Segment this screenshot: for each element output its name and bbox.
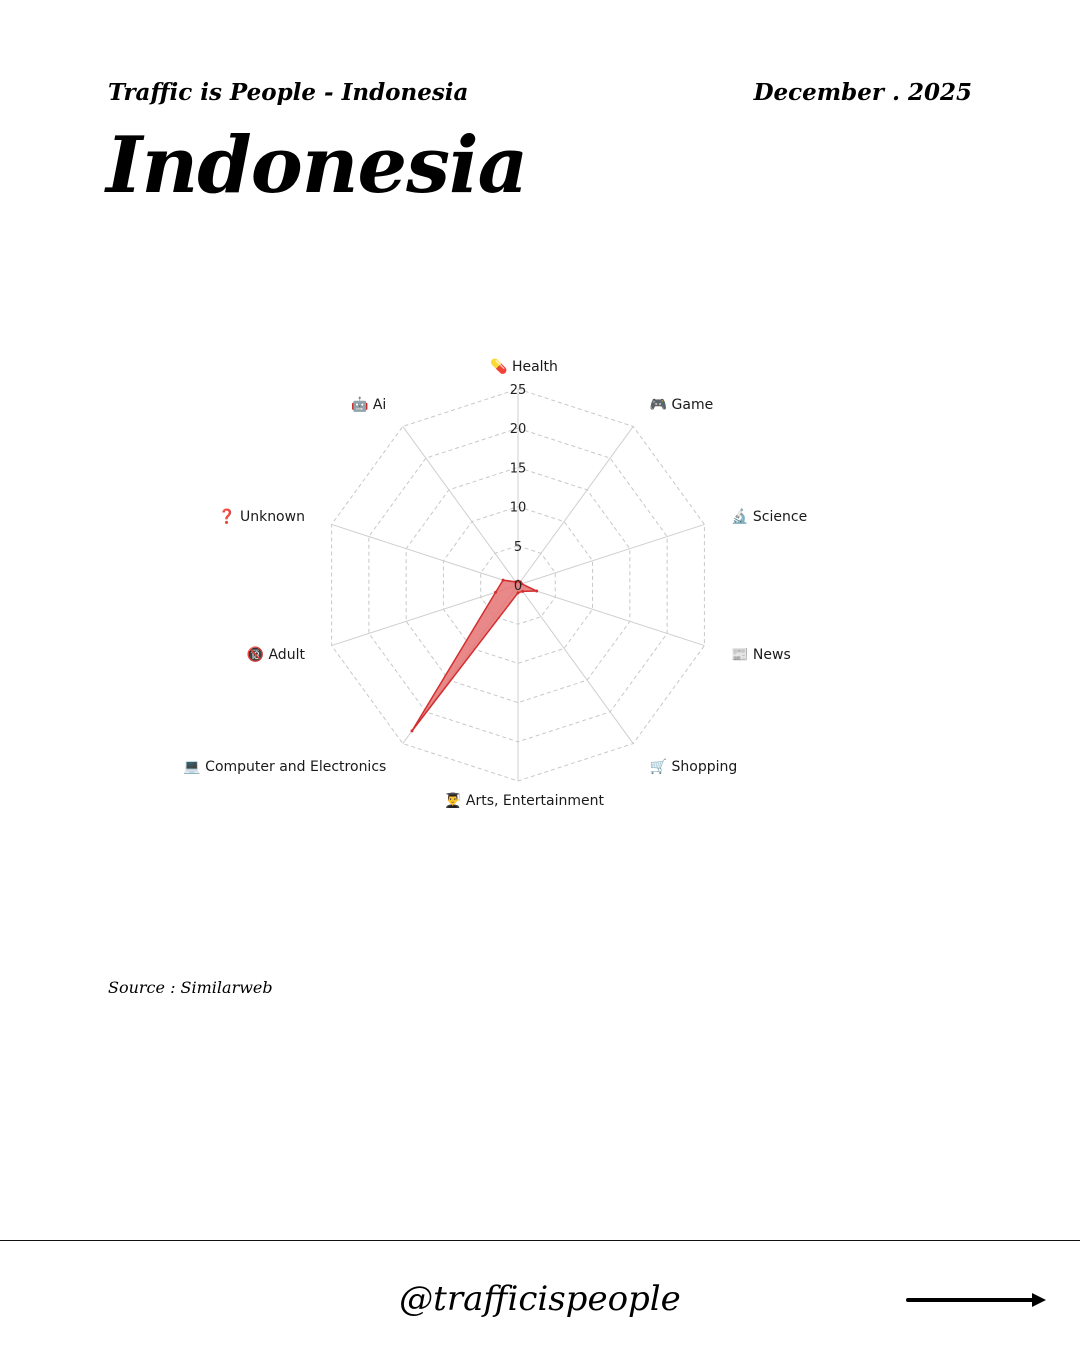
category-label: 💻 Computer and Electronics (183, 759, 387, 776)
category-label: 🎮 Game (649, 396, 714, 413)
category-label: 🛒 Shopping (649, 759, 738, 776)
grid-spoke (518, 426, 633, 585)
source-note: Source : Similarweb (108, 978, 273, 997)
page-title: Indonesia (106, 120, 528, 211)
grid-spoke (518, 585, 633, 744)
tick-label: 20 (509, 422, 527, 438)
category-label: 🤖 Ai (350, 396, 387, 413)
grid-spoke (518, 524, 704, 585)
footer-divider (0, 1240, 1080, 1241)
data-point (535, 590, 538, 593)
category-label: 👨‍🎓 Arts, Entertainment (444, 793, 604, 809)
tick-label: 10 (509, 500, 527, 516)
data-point (494, 591, 497, 594)
grid-spoke (403, 426, 518, 585)
date-label: December . 2025 (753, 79, 972, 106)
tick-label: 5 (513, 539, 523, 555)
category-label: 🔞 Adult (246, 647, 305, 664)
data-point (411, 729, 414, 732)
category-label: 💊 Health (490, 359, 558, 375)
grid-spoke (518, 585, 704, 646)
tick-label: 25 (509, 383, 527, 398)
category-label: ❓ Unknown (218, 508, 305, 525)
next-arrow-icon[interactable] (906, 1288, 1048, 1312)
series-kicker: Traffic is People - Indonesia (108, 79, 469, 106)
tick-label: 0 (513, 579, 523, 594)
tick-label: 15 (509, 461, 527, 477)
grid-spoke (332, 524, 518, 585)
data-point (502, 579, 505, 582)
social-handle: @trafficispeople (399, 1279, 681, 1319)
category-label: 🔬 Science (731, 508, 808, 525)
category-label: 📰 News (731, 647, 791, 664)
